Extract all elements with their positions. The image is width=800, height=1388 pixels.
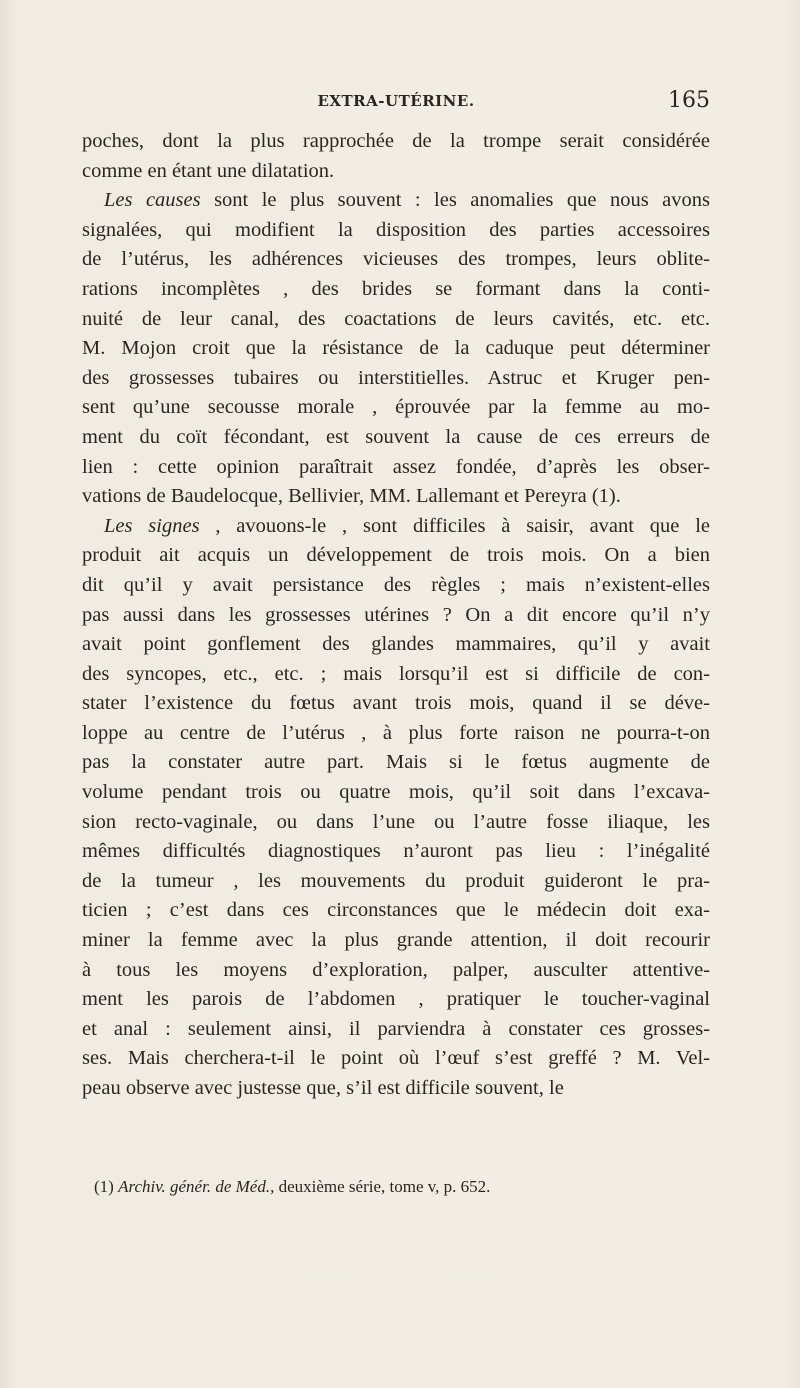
text-line: vations de Baudelocque, Bellivier, MM. Lallemant et Pereyra (1). — [82, 485, 621, 508]
text-line: à tous les moyens d’exploration, palper, ausculter attentive- — [82, 958, 710, 981]
body-text — [82, 127, 710, 1104]
text-line: M. Mojon croit que la résistance de la caduque peut déterminer — [82, 337, 710, 360]
text-line: loppe au centre de l’utérus , à plus forte raison ne pourra-t-on — [82, 721, 710, 744]
running-header — [82, 88, 710, 116]
text-line: Les causes sont le plus souvent : les anomalies que nous avons — [104, 189, 710, 212]
text-line: des grossesses tubaires ou interstitielles. Astruc et Kruger pen- — [82, 366, 710, 389]
text-line: comme en étant une dilatation. — [82, 159, 335, 182]
italic-lead: Les causes — [104, 189, 201, 212]
page-number: 165 — [668, 88, 710, 113]
text-line: ment les parois de l’abdomen , pratiquer le toucher-vaginal — [82, 988, 710, 1011]
text-line: volume pendant trois ou quatre mois, qu’il soit dans l’excava- — [82, 781, 710, 804]
text-line: peau observe avec justesse que, s’il est difficile souvent, le — [82, 1077, 564, 1099]
text-line: stater l’existence du fœtus avant trois mois, quand il se déve- — [82, 692, 710, 715]
footnote-source-title: Archiv. génér. de Méd., — [118, 1177, 275, 1196]
text-line: de l’utérus, les adhérences vicieuses des trompes, leurs oblite- — [82, 248, 710, 271]
footnote-marker: (1) — [94, 1177, 114, 1196]
text-line: des syncopes, etc., etc. ; mais lorsqu’il est si difficile de con- — [82, 662, 710, 685]
text-line: sent qu’une secousse morale , éprouvée par la femme au mo- — [82, 396, 710, 419]
text-line: ticien ; c’est dans ces circonstances que le médecin doit exa- — [82, 899, 710, 922]
text-line: sion recto-vaginale, ou dans l’une ou l’autre fosse iliaque, les — [82, 810, 710, 833]
text-line: miner la femme avec la plus grande attention, il doit recourir — [82, 929, 710, 952]
footnote-source-detail: deuxième série, tome v, p. 652. — [278, 1177, 491, 1196]
text-line: pas la constater autre part. Mais si le fœtus augmente de — [82, 751, 710, 774]
text-line: produit ait acquis un développement de trois mois. On a bien — [82, 544, 710, 567]
footnote — [94, 1177, 694, 1197]
text-line: signalées, qui modifient la disposition des parties accessoires — [82, 218, 710, 241]
text-line: ses. Mais cherchera-t-il le point où l’œuf s’est greffé ? M. Vel- — [82, 1047, 710, 1070]
text-line: ment du coït fécondant, est souvent la cause de ces erreurs de — [82, 425, 710, 448]
text-line: dit qu’il y avait persistance des règles ; mais n’existent-elles — [82, 573, 710, 596]
text-line: lien : cette opinion paraîtrait assez fondée, d’après les obser- — [82, 455, 710, 478]
text-line: nuité de leur canal, des coactations de leurs cavités, etc. etc. — [82, 307, 710, 330]
text-line: avait point gonflement des glandes mammaires, qu’il y avait — [82, 633, 710, 656]
text-line: rations incomplètes , des brides se formant dans la conti- — [82, 277, 710, 300]
text-line: pas aussi dans les grossesses utérines ? On a dit encore qu’il n’y — [82, 603, 710, 626]
text-line: et anal : seulement ainsi, il parviendra à constater ces grosses- — [82, 1017, 710, 1040]
text-line: mêmes difficultés diagnostiques n’auront pas lieu : l’inégalité — [82, 840, 710, 863]
italic-lead: Les signes — [104, 514, 200, 537]
text-line: Les signes , avouons-le , sont difficiles à saisir, avant que le — [104, 514, 710, 537]
text-line: de la tumeur , les mouvements du produit guideront le pra- — [82, 869, 710, 892]
text-line: poches, dont la plus rapprochée de la trompe serait considérée — [82, 130, 710, 152]
running-title: EXTRA-UTÉRINE. — [317, 92, 475, 110]
